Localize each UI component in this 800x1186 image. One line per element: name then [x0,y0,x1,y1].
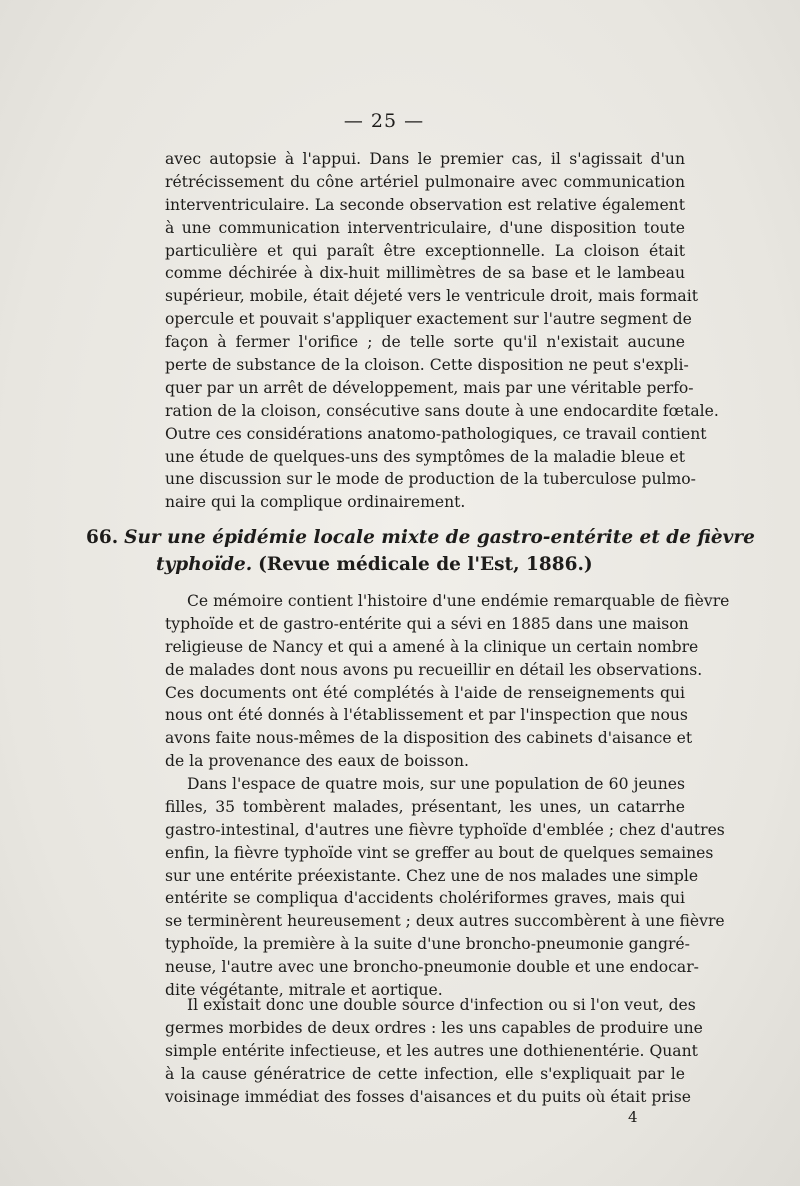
text-line: typhoïde et de gastro-entérite qui a sévi en 1885 dans une maison [165,614,689,633]
text-line: une discussion sur le mode de production de la tuberculose pulmo- [165,470,696,489]
text-line: nous ont été donnés à l'établissement et par l'inspection que nous [165,706,688,725]
page-number: — 25 — [343,110,425,132]
text-line: Ce mémoire contient l'histoire d'une endémie remarquable de fièvre [187,592,730,610]
text-line: quer par un arrêt de développement, mais par une véritable perfo- [165,378,694,397]
text-line: simple entérite infectieuse, et les autres une dothienentérie. Quant [165,1041,698,1060]
text-line: religieuse de Nancy et qui a amené à la clinique un certain nombre [165,637,699,656]
entry-heading [86,524,755,578]
text-line: une étude de quelques-uns des symptômes de la maladie bleue et [165,447,685,466]
text-line: rétrécissement du cône artériel pulmonaire avec communication [165,172,685,191]
text-line: gastro-intestinal, d'autres une fièvre typhoïde d'emblée ; chez d'autres [165,820,725,839]
text-line: avec autopsie à l'appui. Dans le premier cas, il s'agissait d'un [165,150,685,168]
text-line: filles, 35 tombèrent malades, présentant, les unes, un catarrhe [165,797,685,816]
paragraph-top [165,148,719,514]
text-line: typhoïde, la première à la suite d'une broncho-pneumonie gangré- [165,935,690,954]
text-line: Il existait donc une double source d'infection ou si l'on veut, des [187,996,696,1014]
text-line: à une communication interventriculaire, d'une disposition toute [165,218,685,237]
text-line: sur une entérite préexistante. Chez une de nos malades une simple [165,866,699,885]
entry-number: 66. [86,527,119,548]
text-line: Outre ces considérations anatomo-pathologiques, ce travail contient [165,424,707,443]
text-line: naire qui la complique ordinairement. [165,493,466,512]
paragraph-2 [165,773,725,1002]
text-line: de malades dont nous avons pu recueillir en détail les observations. [165,660,703,679]
text-line: à la cause génératrice de cette infection, elle s'expliquait par le [165,1064,685,1083]
text-line: se terminèrent heureusement ; deux autres succombèrent à une fièvre [165,912,725,931]
text-line: Dans l'espace de quatre mois, sur une population de 60 jeunes [187,775,685,793]
text-line: particulière et qui paraît être exceptionnelle. La cloison était [165,241,685,260]
paragraph-1 [165,590,730,773]
text-line: perte de substance de la cloison. Cette disposition ne peut s'expli- [165,356,689,375]
text-line: façon à fermer l'orifice ; de telle sorte qu'il n'existait aucune [165,333,685,352]
text-line: avons faite nous-mêmes de la disposition des cabinets d'aisance et [165,729,693,748]
text-line: enfin, la fièvre typhoïde vint se greffer au bout de quelques semaines [165,843,714,862]
text-line: germes morbides de deux ordres : les uns capables de produire une [165,1018,703,1037]
text-line: de la provenance des eaux de boisson. [165,752,469,771]
text-line: supérieur, mobile, était déjeté vers le ventricule droit, mais formait [165,287,698,306]
text-line: interventriculaire. La seconde observation est relative également [165,195,685,214]
text-line: entérite se compliqua d'accidents cholériformes graves, mais qui [165,889,685,908]
signature-mark: 4 [628,1108,638,1126]
text-line: voisinage immédiat des fosses d'aisances et du puits où était prise [165,1087,692,1106]
text-line: dite végétante, mitrale et aortique. [165,981,443,1000]
text-line: comme déchirée à dix-huit millimètres de sa base et le lambeau [165,264,685,283]
text-line: ration de la cloison, consécutive sans doute à une endocardite fœtale. [165,401,719,420]
entry-source: (Revue médicale de l'Est, 1886.) [258,554,593,575]
entry-title: Sur une épidémie locale mixte de gastro-entérite et de fièvre [124,527,755,548]
text-line: neuse, l'autre avec une broncho-pneumonie double et une endocar- [165,958,699,977]
entry-title-cont: typhoïde. [156,554,253,575]
text-line: Ces documents ont été complétés à l'aide de renseignements qui [165,683,685,702]
paragraph-3 [165,994,703,1108]
text-line: opercule et pouvait s'appliquer exactement sur l'autre segment de [165,310,692,329]
